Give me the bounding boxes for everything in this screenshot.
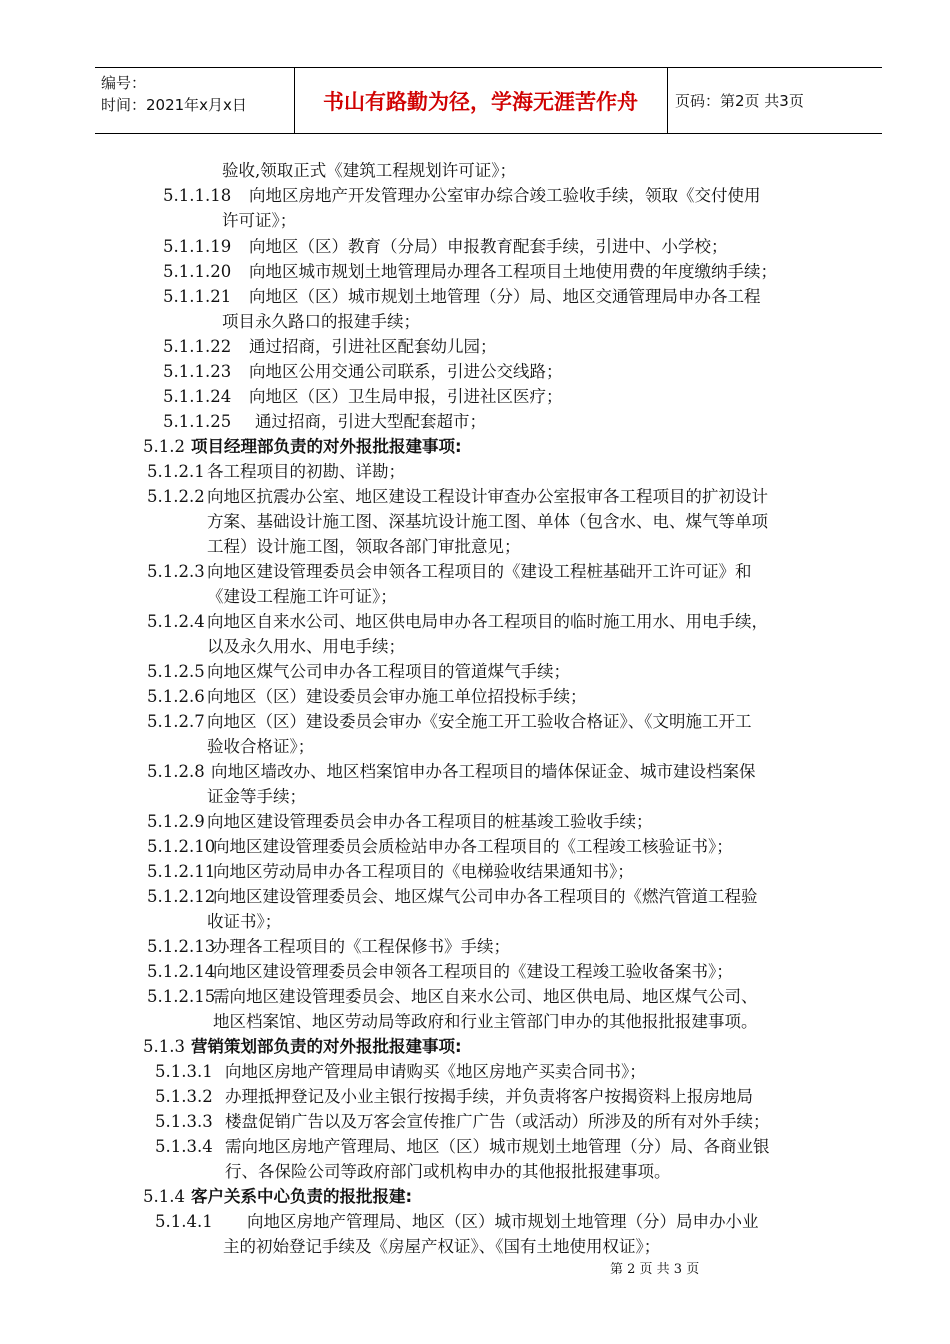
item-number: 5.1.2.8 <box>147 762 205 781</box>
item-number: 5.1.2.14 <box>147 962 216 981</box>
item-text: 通过招商，引进大型配套超市； <box>255 412 486 431</box>
item-text: 办理抵押登记及小业主银行按揭手续，并负责将客户按揭资料上报房地局 <box>225 1087 753 1106</box>
item-text: 向地区（区）城市规划土地管理（分）局、地区交通管理局申办各工程 <box>249 287 761 306</box>
item-number: 5.1.2.5 <box>147 662 205 681</box>
list-item <box>147 884 758 909</box>
item-text: 向地区建设管理委员会、地区煤气公司申办各工程项目的《燃汽管道工程验 <box>213 887 758 906</box>
item-text: 向地区抗震办公室、地区建设工程设计审查办公室报审各工程项目的扩初设计 <box>207 487 768 506</box>
list-item <box>147 684 587 709</box>
item-number: 5.1.2.6 <box>147 687 205 706</box>
text-line: 许可证》； <box>222 211 297 230</box>
item-number: 5.1.2.9 <box>147 812 205 831</box>
section-number: 5.1.2 <box>143 437 185 456</box>
list-item <box>147 484 768 509</box>
item-number: 5.1.2.15 <box>147 987 216 1006</box>
list-item <box>163 183 761 208</box>
list-item <box>155 1134 770 1159</box>
list-item <box>163 409 486 434</box>
item-number: 5.1.2.12 <box>147 887 216 906</box>
item-text: 通过招商，引进社区配套幼儿园； <box>249 337 497 356</box>
list-item <box>155 1059 646 1084</box>
item-text: 向地区劳动局申办各工程项目的《电梯验收结果通知书》； <box>213 862 634 881</box>
item-text: 向地区建设管理委员会申办各工程项目的桩基竣工验收手续； <box>207 812 653 831</box>
item-text: 向地区（区）建设委员会审办《安全施工开工验收合格证》、《文明施工开工 <box>207 712 752 731</box>
item-number: 5.1.2.4 <box>147 612 205 631</box>
item-text: 向地区城市规划土地管理局办理各工程项目土地使用费的年度缴纳手续； <box>249 262 777 281</box>
item-text: 向地区房地产管理局申请购买《地区房地产买卖合同书》； <box>225 1062 646 1081</box>
text-line: 验收,领取正式《建筑工程规划许可证》； <box>222 161 516 180</box>
doc-code-label: 编号： <box>101 74 147 92</box>
text-line: 地区档案馆、地区劳动局等政府和行业主管部门申办的其他报批报建事项。 <box>213 1012 758 1031</box>
list-item <box>163 384 563 409</box>
section-title: 项目经理部负责的对外报批报建事项: <box>191 437 462 456</box>
section-title: 客户关系中心负责的报批报建: <box>191 1187 413 1206</box>
list-item <box>147 959 733 984</box>
list-item <box>155 1209 759 1234</box>
item-text: 向地区煤气公司申办各工程项目的管道煤气手续； <box>207 662 570 681</box>
list-item <box>147 934 510 959</box>
list-item <box>155 1109 770 1134</box>
list-item <box>147 984 758 1009</box>
item-text: 向地区（区）教育（分局）申报教育配套手续，引进中、小学校； <box>249 237 728 256</box>
item-text: 需向地区房地产管理局、地区（区）城市规划土地管理（分）局、各商业银 <box>225 1137 770 1156</box>
item-text: 向地区建设管理委员会申领各工程项目的《建设工程桩基础开工许可证》和 <box>207 562 752 581</box>
list-item <box>163 259 777 284</box>
section-heading <box>143 1034 462 1059</box>
item-text: 向地区公用交通公司联系，引进公交线路； <box>249 362 563 381</box>
item-text: 楼盘促销广告以及万客会宣传推广广告（或活动）所涉及的所有对外手续； <box>225 1112 770 1131</box>
item-number: 5.1.2.2 <box>147 487 205 506</box>
item-number: 5.1.2.1 <box>147 462 205 481</box>
text-line: 方案、基础设计施工图、深基坑设计施工图、单体（包含水、电、煤气等单项 <box>207 512 768 531</box>
list-item <box>147 809 653 834</box>
doc-time-label: 时间：2021年x月x日 <box>101 96 247 114</box>
item-number: 5.1.2.11 <box>147 862 216 881</box>
item-number: 5.1.2.10 <box>147 837 216 856</box>
item-text: 向地区建设管理委员会质检站申办各工程项目的《工程竣工核验证书》； <box>213 837 733 856</box>
item-number: 5.1.1.25 <box>163 412 232 431</box>
header-divider <box>667 67 668 134</box>
item-number: 5.1.1.21 <box>163 287 232 306</box>
item-text: 需向地区建设管理委员会、地区自来水公司、地区供电局、地区煤气公司、 <box>213 987 758 1006</box>
item-number: 5.1.3.4 <box>155 1137 213 1156</box>
list-item <box>163 284 761 309</box>
item-text: 向地区建设管理委员会申领各工程项目的《建设工程竣工验收备案书》； <box>213 962 733 981</box>
item-text: 向地区（区）卫生局申报，引进社区医疗； <box>249 387 563 406</box>
page-footer: 第 2 页 共 3 页 <box>610 1262 700 1277</box>
section-number: 5.1.4 <box>143 1187 185 1206</box>
item-text: 向地区房地产开发管理办公室审办综合竣工验收手续，领取《交付使用 <box>249 186 761 205</box>
page-number-label: 页码：第2页 共3页 <box>675 92 804 110</box>
text-line: 证金等手续； <box>207 787 306 806</box>
item-number: 5.1.1.19 <box>163 237 232 256</box>
item-text: 各工程项目的初勘、详勘； <box>207 462 405 481</box>
item-number: 5.1.1.22 <box>163 337 232 356</box>
page-header <box>95 67 882 134</box>
list-item <box>163 359 563 384</box>
list-item <box>163 234 728 259</box>
item-number: 5.1.1.24 <box>163 387 232 406</box>
list-item <box>147 709 752 734</box>
item-number: 5.1.1.23 <box>163 362 232 381</box>
list-item <box>155 1084 753 1109</box>
list-item <box>147 859 634 884</box>
header-meta <box>101 72 247 116</box>
list-item <box>147 609 768 634</box>
section-title: 营销策划部负责的对外报批报建事项: <box>191 1037 462 1056</box>
text-line: 《建设工程施工许可证》； <box>207 587 397 606</box>
item-number: 5.1.1.18 <box>163 186 232 205</box>
list-item <box>147 834 733 859</box>
section-heading <box>143 434 462 459</box>
item-number: 5.1.3.2 <box>155 1087 213 1106</box>
text-line: 验收合格证》； <box>207 737 315 756</box>
text-line: 行、各保险公司等政府部门或机构申办的其他报批报建事项。 <box>225 1162 671 1181</box>
item-number: 5.1.3.1 <box>155 1062 213 1081</box>
item-text: 向地区墙改办、地区档案馆申办各工程项目的墙体保证金、城市建设档案保 <box>211 762 756 781</box>
text-line: 主的初始登记手续及《房屋产权证》、《国有土地使用权证》； <box>223 1237 661 1256</box>
item-text: 向地区自来水公司、地区供电局申办各工程项目的临时施工用水、用电手续， <box>207 612 768 631</box>
list-item <box>147 459 405 484</box>
text-line: 项目永久路口的报建手续； <box>222 312 420 331</box>
text-line: 以及永久用水、用电手续； <box>207 637 405 656</box>
item-text: 办理各工程项目的《工程保修书》手续； <box>213 937 510 956</box>
item-text: 向地区（区）建设委员会审办施工单位招投标手续； <box>207 687 587 706</box>
item-number: 5.1.4.1 <box>155 1212 213 1231</box>
list-item <box>147 759 756 784</box>
text-line: 收证书》； <box>207 912 282 931</box>
text-line: 工程）设计施工图，领取各部门审批意见； <box>207 537 521 556</box>
item-number: 5.1.2.3 <box>147 562 205 581</box>
list-item <box>147 659 570 684</box>
item-text: 向地区房地产管理局、地区（区）城市规划土地管理（分）局申办小业 <box>247 1212 759 1231</box>
item-number: 5.1.1.20 <box>163 262 232 281</box>
item-number: 5.1.2.7 <box>147 712 205 731</box>
header-motto: 书山有路勤为径，学海无涯苦作舟 <box>323 89 638 114</box>
section-number: 5.1.3 <box>143 1037 185 1056</box>
section-heading <box>143 1184 412 1209</box>
item-number: 5.1.2.13 <box>147 937 216 956</box>
list-item <box>163 334 497 359</box>
list-item <box>147 559 752 584</box>
item-number: 5.1.3.3 <box>155 1112 213 1131</box>
